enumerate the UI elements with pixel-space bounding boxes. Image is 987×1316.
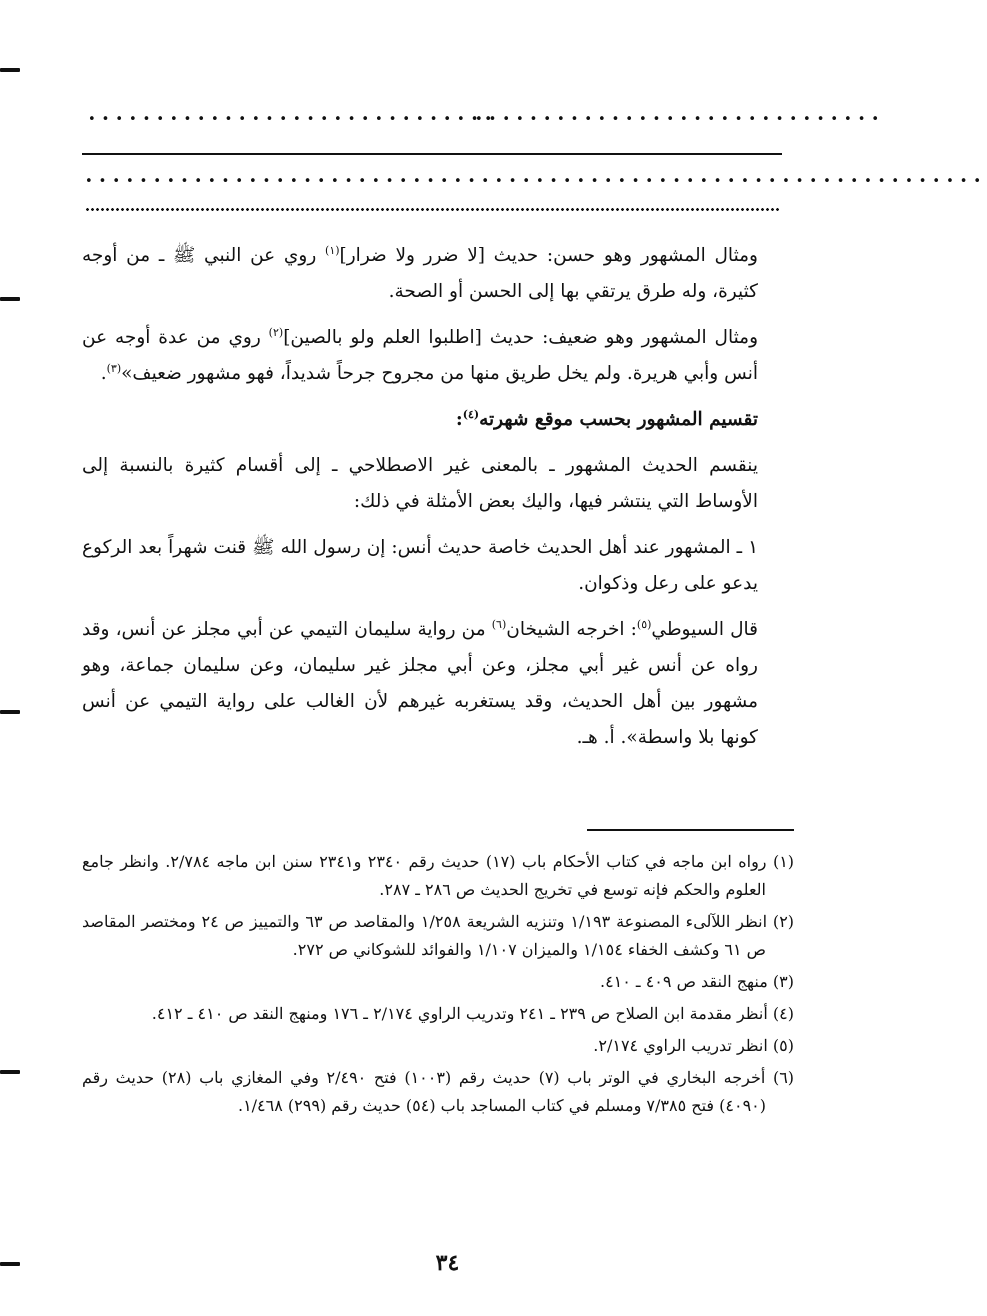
footnote: (٦) أخرجه البخاري في الوتر باب (٧) حديث رقم (١٠٠٣) فتح ٢/٤٩٠ وفي المغازي باب (٢٨) حديث رقم (٤٠٩٠) فتح ٧/٣٨٥ ومسلم في كتاب المساجد باب (٥٤) حديث رقم (٢٩٩) ١/٤٦٨. [82,1068,795,1115]
dotted-rule: •••••••••••••••••••••••••••••••••••••••••••••••••••••••••••••••••• [85,174,987,189]
paragraph: ينقسم الحديث المشهور ـ بالمعنى غير الاصطلاحي ـ إلى أقسام كثيرة بالنسبة إلى الأوساط التي ينتشر فيها، واليك بعض الأمثلة في ذلك: [82,455,758,512]
dotted-rule: •••••••••••••••••••••••••••••• [475,112,886,127]
margin-mark [0,710,20,714]
paragraph: ١ ـ المشهور عند أهل الحديث خاصة حديث أنس: إن رسول الله ﷺ قنت شهراً بعد الركوع يدعو على رعل وذكوان. [82,537,758,594]
footnotes [82,848,794,1124]
page-number: ٣٤ [435,1250,460,1276]
footnote: (٤) أنظر مقدمة ابن الصلاح ص ٢٣٩ ـ ٢٤١ وتدريب الراوي ٢/١٧٤ ـ ١٧٦ ومنهج النقد ص ٤١٠ ـ ٤١٢. [151,1004,794,1023]
footnote: (١) رواه ابن ماجه في كتاب الأحكام باب (١٧) حديث رقم ٢٣٤٠ و٢٣٤١ سنن ابن ماجه ٢/٧٨٤. وانظر جامع العلوم والحكم فإنه توسع في تخريج الحديث ص ٢٨٦ ـ ٢٨٧. [82,852,795,899]
margin-mark [0,68,20,72]
footnote: (٥) انظر تدريب الراوي ٢/١٧٤. [593,1036,794,1055]
paragraph: ومثال المشهور وهو حسن: حديث [لا ضرر ولا ضرار]$^{(١)}$ روي عن النبي ﷺ ـ من أوجه كثيرة، وله طرق يرتقي بها إلى الحسن أو الصحة. [82,243,758,302]
footnote: (٣) منهج النقد ص ٤٠٩ ـ ٤١٠. [599,972,794,991]
horizontal-rule [82,153,782,155]
main-text [82,238,758,766]
margin-mark [0,297,20,301]
footnote: (٢) انظر اللآلىء المصنوعة ١/١٩٣ وتنزيه الشريعة ١/٢٥٨ والمقاصد ص ٦٣ والتمييز ص ٢٤ ومختصر المقاصد ص ٦١ وكشف الخفاء ١/١٥٤ والميزان ١/١٠٧ والفوائد للشوكاني ص ٢٧٢. [82,912,795,959]
paragraph: قال السيوطي$^{(٥)}$: اخرجه الشيخان$^{(٦)}$ من رواية سليمان التيمي عن أبي مجلز عن أنس، وقد رواه عن أنس غير أبي مجلز، وعن أبي مجلز غير سليمان، وعن سليمان جماعة، وهو مشهور بين أهل الحديث، وقد يستغربه غيرهم لأن الغالب على رواية التيمي عن أنس كونها بلا واسطة». أ. هـ. [82,617,758,748]
dotted-rule: •••••••••••••••••••••••••••••• [88,112,499,127]
margin-mark [0,1070,20,1074]
section-heading: تقسيم المشهور بحسب موقع شهرته$^{(٤)}$: [455,407,758,430]
dense-dotted-rule [85,207,780,212]
footnote-separator [587,829,794,831]
paragraph: ومثال المشهور وهو ضعيف: حديث [اطلبوا العلم ولو بالصين]$^{(٢)}$ روي من عدة أوجه عن أنس وأبي هريرة. ولم يخل طريق منها من مجروح جرحاً شديداً، فهو مشهور ضعيف»$^{(٣)}$. [82,325,759,384]
